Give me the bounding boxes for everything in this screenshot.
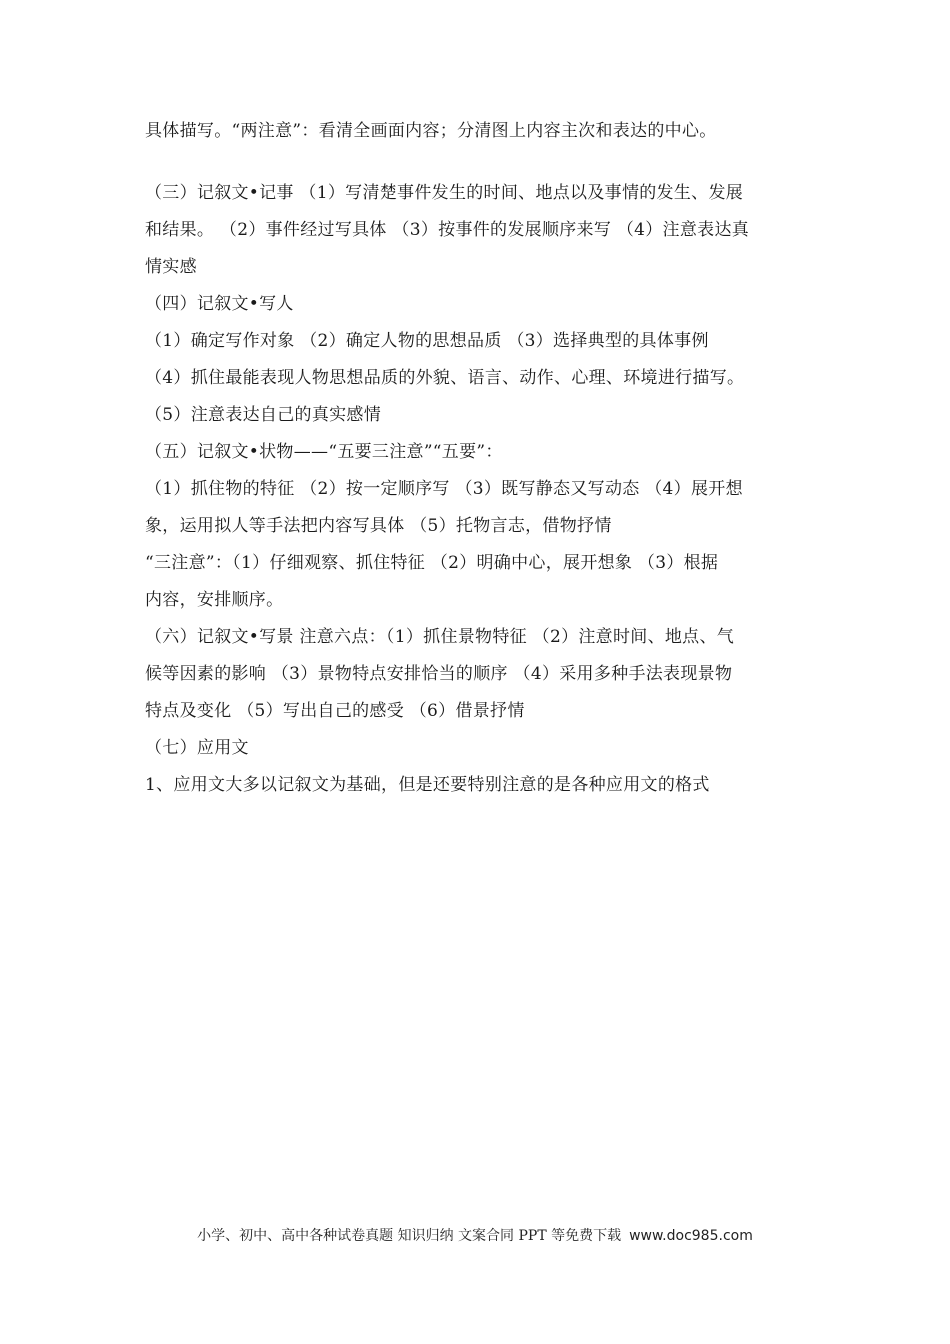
text-line-10: （1）抓住物的特征 （2）按一定顺序写 （3）既写静态又写动态 （4）展开想 (145, 479, 743, 499)
text-line-16: 特点及变化 （5）写出自己的感受 （6）借景抒情 (145, 701, 525, 721)
text-line-1: 具体描写。“两注意”：看清全画面内容；分清图上内容主次和表达的中心。 (145, 121, 717, 141)
section-heading-describe-object: （五）记叙文•状物——“五要三注意”“五要”： (145, 442, 503, 462)
footer-text: 小学、初中、高中各种试卷真题 知识归纳 文案合同 PPT 等免费下载 (197, 1228, 622, 1244)
text-line-4: 情实感 (145, 257, 197, 277)
footer-url-link[interactable]: www.doc985.com (629, 1228, 753, 1244)
text-line-11: 象，运用拟人等手法把内容写具体 （5）托物言志，借物抒情 (145, 516, 612, 536)
text-line-14: （六）记叙文•写景 注意六点：（1）抓住景物特征 （2）注意时间、地点、气 (145, 627, 735, 647)
text-line-6: （1）确定写作对象 （2）确定人物的思想品质 （3）选择典型的具体事例 (145, 331, 709, 351)
page-footer (0, 1226, 950, 1246)
text-line-2: （三）记叙文•记事 （1）写清楚事件发生的时间、地点以及事情的发生、发展 (145, 183, 744, 203)
section-heading-write-person: （四）记叙文•写人 (145, 294, 294, 314)
text-line-13: 内容，安排顺序。 (145, 590, 284, 610)
text-line-12: “三注意”：（1）仔细观察、抓住特征 （2）明确中心，展开想象 （3）根据 (145, 553, 719, 573)
text-line-8: （5）注意表达自己的真实感情 (145, 405, 382, 425)
section-heading-practical-writing: （七）应用文 (145, 738, 249, 758)
text-line-18: 1、应用文大多以记叙文为基础，但是还要特别注意的是各种应用文的格式 (145, 775, 710, 795)
text-line-15: 候等因素的影响 （3）景物特点安排恰当的顺序 （4）采用多种手法表现景物 (145, 664, 733, 684)
text-line-7: （4）抓住最能表现人物思想品质的外貌、语言、动作、心理、环境进行描写。 (145, 368, 745, 388)
text-line-3: 和结果。 （2）事件经过写具体 （3）按事件的发展顺序来写 （4）注意表达真 (145, 220, 750, 240)
